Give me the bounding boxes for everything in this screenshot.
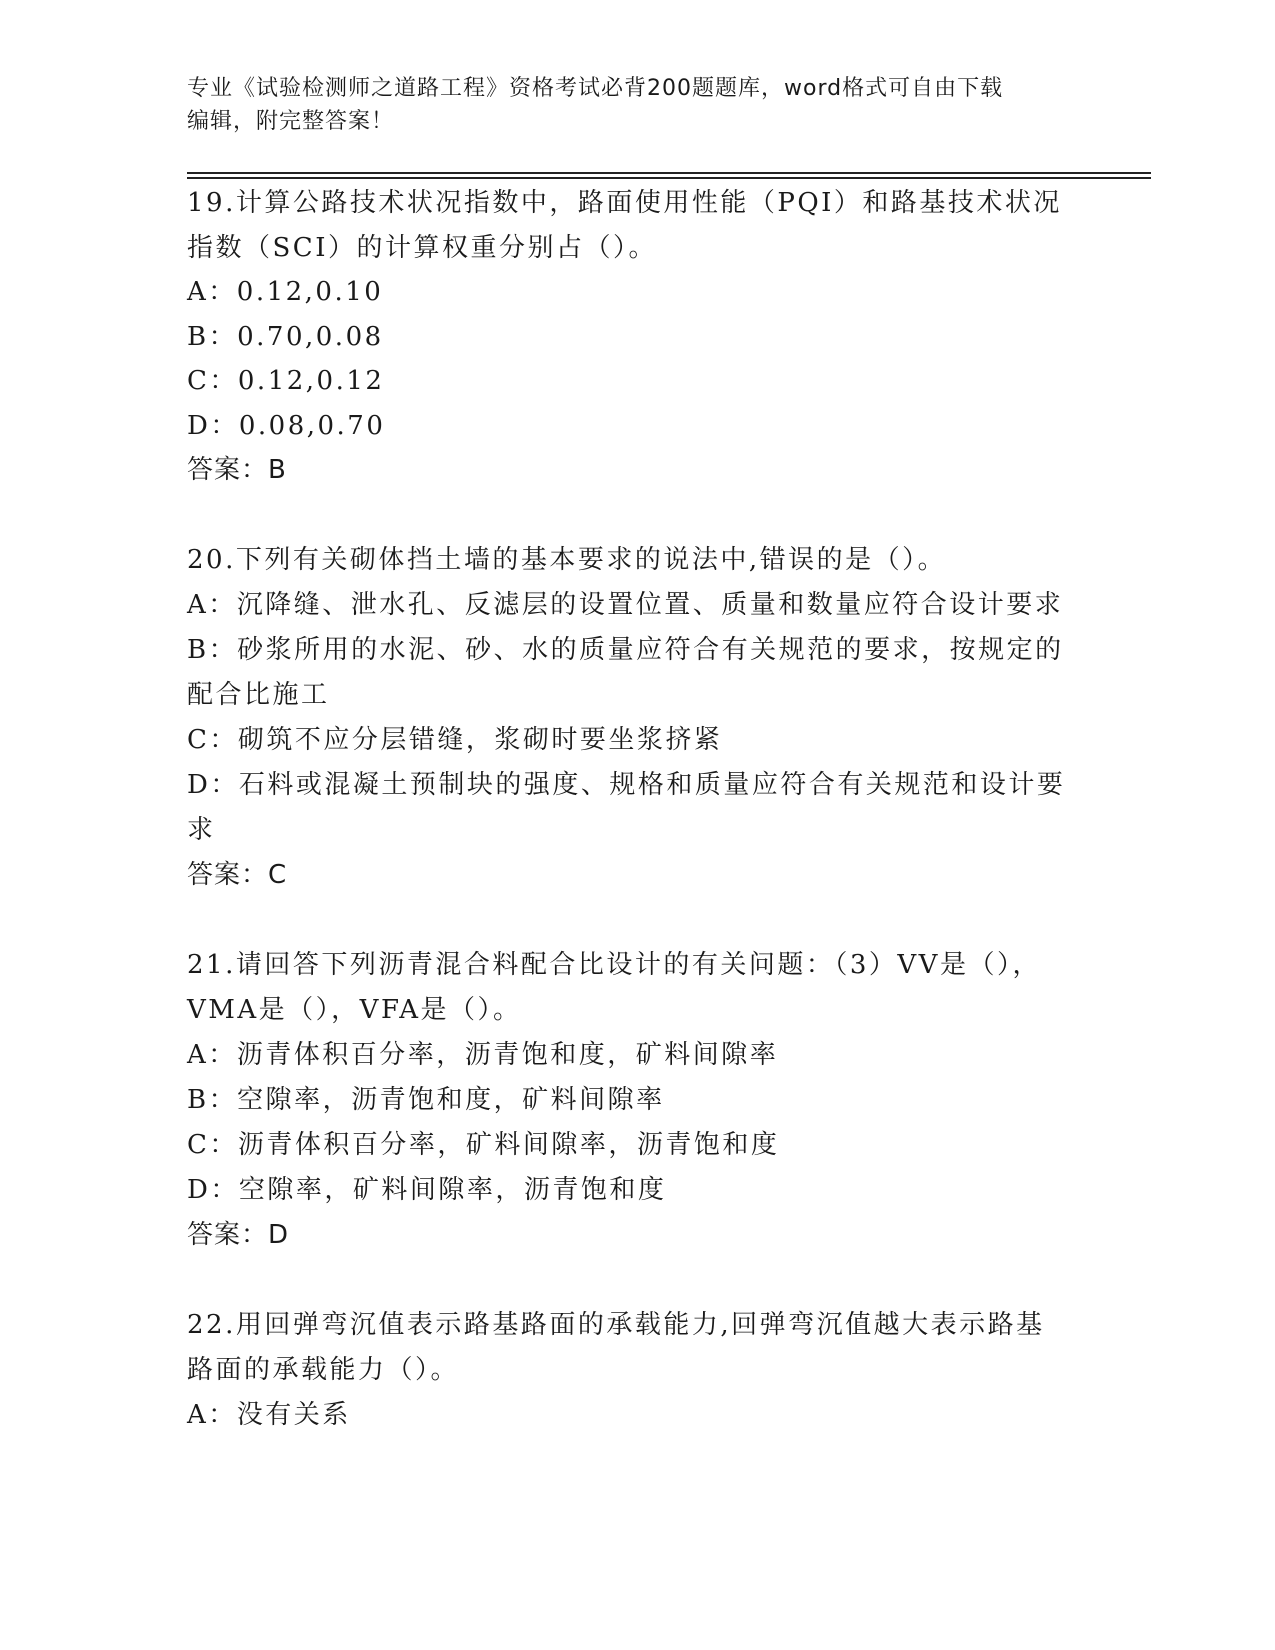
question-20-option-d-line-1: D：石料或混凝土预制块的强度、规格和质量应符合有关规范和设计要	[187, 770, 1066, 800]
question-21-option-c: C：沥青体积百分率，矿料间隙率，沥青饱和度	[187, 1130, 780, 1160]
question-22-stem-line-2: 路面的承载能力（）。	[187, 1355, 460, 1385]
question-21-stem-line-1: 21.请回答下列沥青混合料配合比设计的有关问题：（3）VV是（），	[187, 950, 1041, 980]
question-20-option-d-line-2: 求	[187, 815, 216, 845]
question-21-stem-line-2: VMA是（），VFA是（）。	[187, 995, 522, 1025]
question-19-option-c: C：0.12,0.12	[187, 366, 385, 396]
question-20-stem-line-1: 20.下列有关砌体挡土墙的基本要求的说法中,错误的是（）。	[187, 545, 947, 575]
question-19-option-a: A：0.12,0.10	[187, 277, 384, 307]
header-divider-upper	[187, 172, 1151, 174]
question-19-option-d: D：0.08,0.70	[187, 411, 386, 441]
question-22-option-a: A：没有关系	[187, 1400, 351, 1430]
question-21-option-b: B：空隙率，沥青饱和度，矿料间隙率	[187, 1085, 665, 1115]
question-21-option-d: D：空隙率，矿料间隙率，沥青饱和度	[187, 1175, 667, 1205]
question-19-stem-line-2: 指数（SCI）的计算权重分别占（）。	[187, 233, 657, 263]
question-19-stem-line-1: 19.计算公路技术状况指数中，路面使用性能（PQI）和路基技术状况	[187, 188, 1062, 218]
question-21-option-a: A：沥青体积百分率，沥青饱和度，矿料间隙率	[187, 1040, 779, 1070]
question-20-answer: 答案：C	[187, 860, 288, 890]
question-22-stem-line-1: 22.用回弹弯沉值表示路基路面的承载能力,回弹弯沉值越大表示路基	[187, 1310, 1045, 1340]
question-19-answer: 答案：B	[187, 455, 287, 485]
header-divider-lower	[187, 177, 1151, 179]
question-20-option-b-line-2: 配合比施工	[187, 680, 330, 710]
question-20-option-a: A：沉降缝、泄水孔、反滤层的设置位置、质量和数量应符合设计要求	[187, 590, 1064, 620]
header-title-line-1: 专业《试验检测师之道路工程》资格考试必背200题题库，word格式可自由下载	[187, 76, 1004, 101]
header-title-line-2: 编辑，附完整答案！	[187, 109, 395, 134]
question-20-option-c: C：砌筑不应分层错缝，浆砌时要坐浆挤紧	[187, 725, 723, 755]
question-20-option-b-line-1: B：砂浆所用的水泥、砂、水的质量应符合有关规范的要求，按规定的	[187, 635, 1064, 665]
question-21-answer: 答案：D	[187, 1220, 290, 1250]
document-header	[187, 72, 1087, 138]
question-19-option-b: B：0.70,0.08	[187, 322, 384, 352]
